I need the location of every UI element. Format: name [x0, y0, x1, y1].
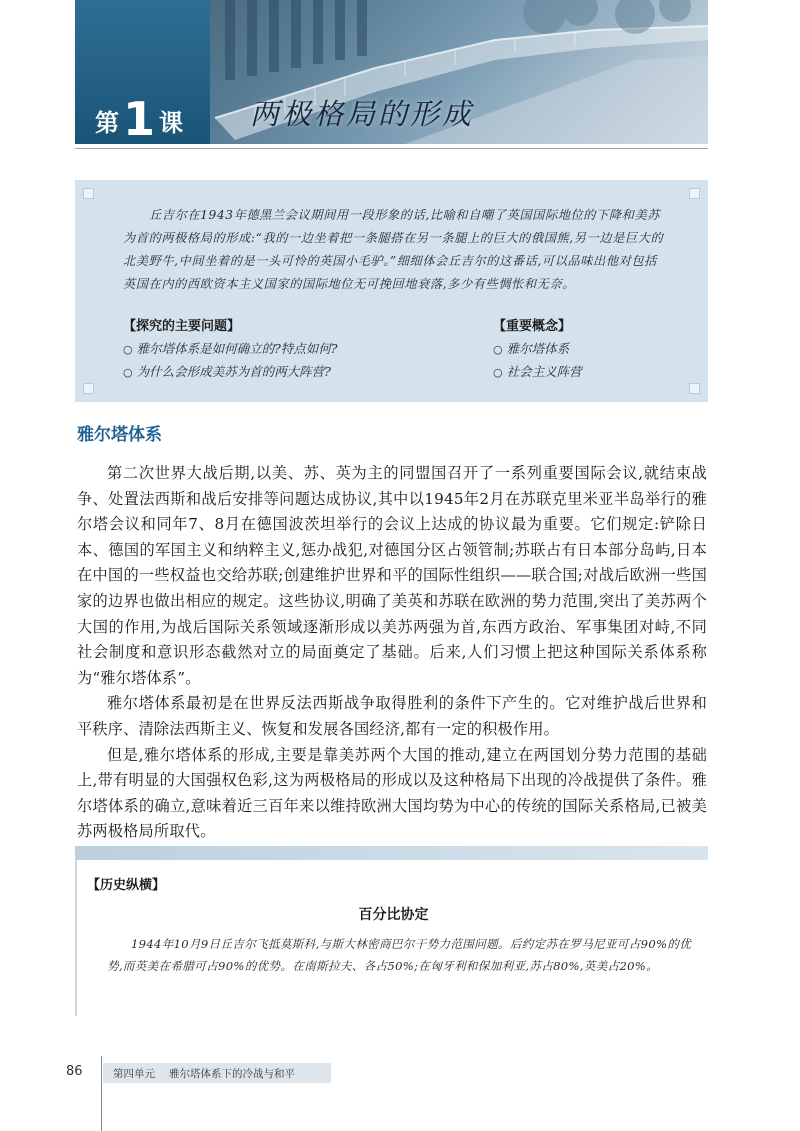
banner-divider — [75, 148, 708, 149]
circle-bullet-icon: ○ — [493, 366, 503, 379]
corner-ornament — [689, 383, 700, 394]
history-box-title: 百分比协定 — [358, 907, 429, 923]
circle-bullet-icon: ○ — [493, 343, 503, 356]
history-box-strip — [75, 846, 708, 860]
question-item — [123, 338, 338, 361]
lesson-prefix: 第 — [95, 109, 119, 137]
questions-column — [123, 316, 338, 384]
section-heading: 雅尔塔体系 — [77, 425, 162, 445]
question-text: 为什么会形成美苏为首的两大阵营? — [136, 364, 331, 379]
concept-text: 社会主义阵营 — [506, 364, 582, 379]
history-box-text: 1944年10月9日丘吉尔飞抵莫斯科,与斯大林密商巴尔干势力范围问题。后约定苏在罗马尼亚可占90%的优势,而英美在希腊可占90%的优势。在南斯拉夫、各占50%;在匈牙利和保加利亚,苏占80%,英美占20%。 — [107, 937, 692, 973]
question-item — [123, 361, 338, 384]
footer-unit-title: 雅尔塔体系下的冷战与和平 — [169, 1068, 295, 1080]
questions-heading: 【探究的主要问题】 — [123, 319, 241, 334]
footer-unit-tab — [103, 1063, 331, 1083]
concept-item — [493, 338, 582, 361]
concepts-heading: 【重要概念】 — [493, 319, 572, 334]
corner-ornament — [689, 188, 700, 199]
body-paragraph: 雅尔塔体系最初是在世界反法西斯战争取得胜利的条件下产生的。它对维护战后世界和平秩序、清除法西斯主义、恢复和发展各国经济,都有一定的积极作用。 — [77, 694, 707, 738]
circle-bullet-icon: ○ — [123, 343, 133, 356]
page-number: 86 — [66, 1064, 83, 1079]
lesson-number-label — [95, 88, 183, 142]
body-paragraph: 第二次世界大战后期,以美、苏、英为主的同盟国召开了一系列重要国际会议,就结束战争、处置法西斯和战后安排等问题达成协议,其中以1945年2月在苏联克里米亚半岛举行的雅尔塔会议和同年7、8月在德国波茨坦举行的会议上达成的协议最为重要。它们规定:铲除日本、德国的军国主义和纳粹主义,惩办战犯,对德国分区占领管制;苏联占有日本部分岛屿,日本在中国的一些权益也交给苏联;创建维护世界和平的国际性组织——联合国;对战后欧洲一些国家的边界也做出相应的规定。这些协议,明确了美英和苏联在欧洲的势力范围,突出了美苏两个大国的作用,为战后国际关系领域逐渐形成以美苏两强为首,东西方政治、军事集团对峙,不同社会制度和意识形态截然对立的局面奠定了基础。后来,人们习惯上把这种国际关系体系称为“雅尔塔体系”。 — [77, 464, 707, 687]
concept-item — [493, 361, 582, 384]
corner-ornament — [83, 188, 94, 199]
lesson-title: 两极格局的形成 — [250, 97, 475, 131]
lesson-tag — [75, 0, 210, 144]
lesson-banner — [75, 0, 708, 144]
history-box — [75, 860, 710, 1016]
corner-ornament — [83, 383, 94, 394]
footer-unit: 第四单元 — [113, 1068, 155, 1080]
question-text: 雅尔塔体系是如何确立的?特点如何? — [136, 341, 338, 356]
footer-unit-text — [113, 1066, 295, 1081]
lesson-number: 1 — [123, 92, 156, 144]
intro-text: 丘吉尔在1943年德黑兰会议期间用一段形象的话,比喻和自嘲了英国国际地位的下降和美苏为首的两极格局的形成:“我的一边坐着把一条腿搭在另一条腿上的巨大的俄国熊,另一边是巨大的北美野牛,中间坐着的是一头可怜的英国小毛驴。”细细体会丘吉尔的这番话,可以品味出他对包括英国在内的西欧资本主义国家的国际地位无可挽回地衰落,多少有些惆怅和无奈。 — [123, 208, 664, 291]
body-paragraph: 但是,雅尔塔体系的形成,主要是靠美苏两个大国的推动,建立在两国划分势力范围的基础上,带有明显的大国强权色彩,这为两极格局的形成以及这种格局下出现的冷战提供了条件。雅尔塔体系的确立,意味着近三百年来以维持欧洲大国均势为中心的传统的国际关系格局,已被美苏两极格局所取代。 — [77, 745, 707, 841]
intro-box — [75, 180, 708, 402]
footer-divider — [101, 1056, 102, 1131]
concept-text: 雅尔塔体系 — [506, 341, 570, 356]
concepts-column — [493, 316, 582, 384]
circle-bullet-icon: ○ — [123, 366, 133, 379]
section-body — [77, 461, 707, 845]
lesson-suffix: 课 — [159, 109, 184, 137]
history-box-label: 【历史纵横】 — [87, 878, 166, 893]
